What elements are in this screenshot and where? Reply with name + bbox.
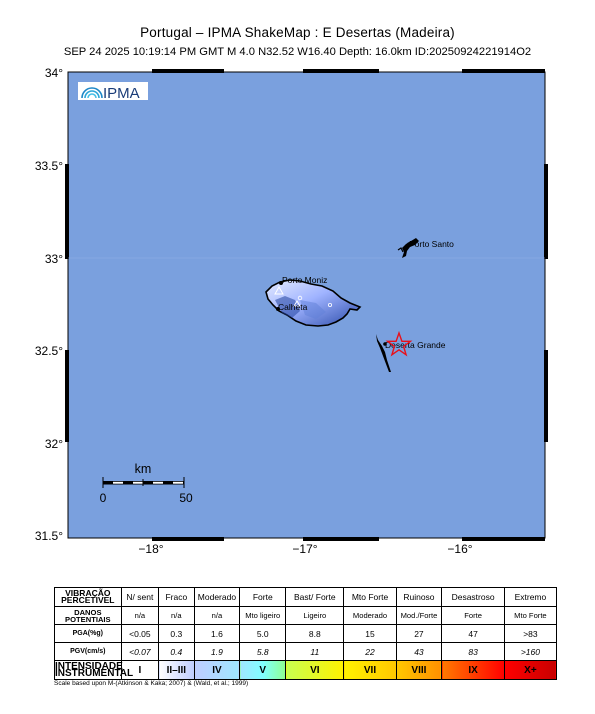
- legend-cell: n/a: [159, 607, 194, 625]
- map-title: Portugal – IPMA ShakeMap : E Desertas (Madeira): [140, 25, 455, 40]
- legend-cell: 22: [344, 643, 396, 661]
- legend-header: DANOS POTENTIAIS: [55, 607, 122, 625]
- legend-cell: 5.0: [240, 625, 286, 643]
- legend-header: PGV(cm/s): [55, 643, 122, 661]
- porto-santo-label: Porto Santo: [409, 239, 454, 249]
- legend-row-pga: [55, 625, 557, 643]
- legend-cell: N/ sent: [121, 588, 158, 607]
- legend-cell: 27: [396, 625, 442, 643]
- ipma-logo: [78, 82, 148, 102]
- intensity-swatch: II–III: [159, 661, 194, 680]
- lon-label-18: −18°: [138, 542, 164, 556]
- calheta-label: Calheta: [278, 302, 308, 312]
- legend-cell: 0.4: [159, 643, 194, 661]
- intensity-legend: [54, 587, 557, 680]
- legend-cell: Ligeiro: [286, 607, 344, 625]
- intensity-swatch: V: [240, 661, 286, 680]
- intensity-swatch: X+: [504, 661, 556, 680]
- porto-moniz-label: Porto Moniz: [282, 275, 328, 285]
- legend-cell: 1.9: [194, 643, 240, 661]
- lon-label-16: −16°: [447, 542, 473, 556]
- legend-cell: >83: [504, 625, 556, 643]
- lat-label-31-5: 31.5°: [34, 529, 63, 543]
- legend-row-pgv: [55, 643, 557, 661]
- lat-label-33: 33°: [44, 252, 63, 266]
- legend-cell: Fraco: [159, 588, 194, 607]
- lat-label-32: 32°: [44, 437, 63, 451]
- legend-cell: 8.8: [286, 625, 344, 643]
- legend-cell: Bast/ Forte: [286, 588, 344, 607]
- legend-cell: 1.6: [194, 625, 240, 643]
- legend-cell: Forte: [240, 588, 286, 607]
- legend-cell: Ruinoso: [396, 588, 442, 607]
- legend-cell: Desastroso: [442, 588, 504, 607]
- legend-cell: n/a: [194, 607, 240, 625]
- lat-label-34: 34°: [44, 66, 63, 80]
- legend-cell: 43: [396, 643, 442, 661]
- lon-label-17: −17°: [292, 542, 318, 556]
- legend-footnote: Scale based upon M-(Atkinson & Kaka; 2007) & (Wald, et al.; 1999): [54, 680, 249, 687]
- intensity-swatch: I: [121, 661, 158, 680]
- legend-header: PGA(%g): [55, 625, 122, 643]
- legend-cell: Mto Forte: [344, 588, 396, 607]
- legend-cell: Extremo: [504, 588, 556, 607]
- legend-cell: <0.07: [121, 643, 158, 661]
- intensity-swatch: VI: [286, 661, 344, 680]
- legend-header: VIBRAÇÃO PERCETIVEL: [55, 588, 122, 607]
- legend-cell: Mto ligeiro: [240, 607, 286, 625]
- legend-cell: n/a: [121, 607, 158, 625]
- svg-text:IPMA: IPMA: [103, 85, 140, 102]
- legend-cell: 11: [286, 643, 344, 661]
- intensity-swatch: VII: [344, 661, 396, 680]
- legend-row-perceived: [55, 588, 557, 607]
- legend-header: INTENSIDADE INSTRUMENTAL: [55, 661, 134, 679]
- intensity-swatch: IX: [442, 661, 504, 680]
- legend-row-damage: [55, 607, 557, 625]
- scale-unit: km: [134, 462, 152, 476]
- legend-cell: 47: [442, 625, 504, 643]
- scale-end: 50: [179, 491, 193, 505]
- lat-label-32-5: 32.5°: [34, 344, 63, 358]
- legend-cell: Mod./Forte: [396, 607, 442, 625]
- intensity-swatch: VIII: [396, 661, 442, 680]
- legend-cell: 5.8: [240, 643, 286, 661]
- legend-cell: >160: [504, 643, 556, 661]
- legend-cell: 15: [344, 625, 396, 643]
- intensity-swatch: IV: [194, 661, 240, 680]
- event-info: SEP 24 2025 10:19:14 PM GMT M 4.0 N32.52 W16.40 Depth: 16.0km ID:20250924221914O2: [63, 46, 532, 58]
- legend-cell: Mto Forte: [504, 607, 556, 625]
- legend-cell: Moderado: [194, 588, 240, 607]
- legend-cell: Moderado: [344, 607, 396, 625]
- legend-cell: Forte: [442, 607, 504, 625]
- lat-label-33-5: 33.5°: [34, 159, 63, 173]
- legend-cell: 0.3: [159, 625, 194, 643]
- legend-cell: 83: [442, 643, 504, 661]
- legend-cell: <0.05: [121, 625, 158, 643]
- legend-row-intensity: [55, 661, 557, 680]
- deserta-grande-label: Deserta Grande: [385, 340, 446, 350]
- scale-start: 0: [99, 491, 107, 505]
